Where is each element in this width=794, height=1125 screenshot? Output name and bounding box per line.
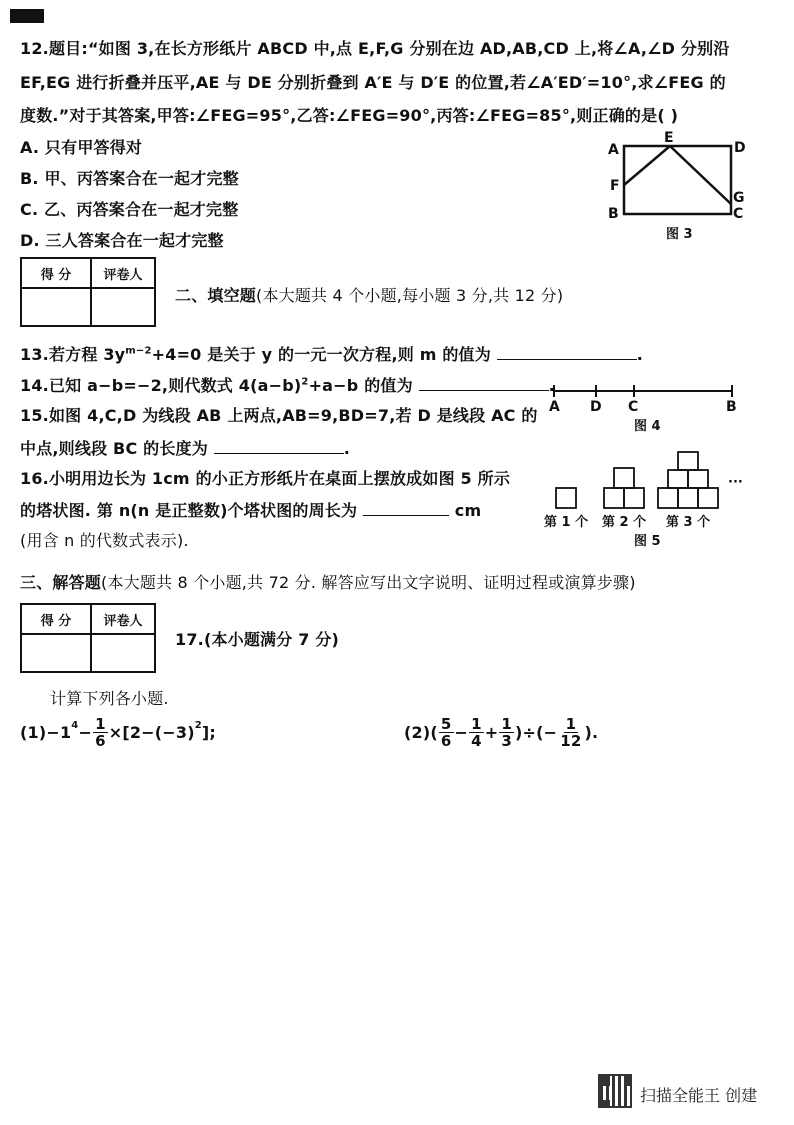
- fig3-label-c: C: [733, 206, 744, 222]
- q14-end: .: [548, 376, 555, 395]
- fig3-label-e: E: [664, 130, 674, 146]
- q17-p2-c: ).: [584, 723, 599, 742]
- q17-part2: [404, 716, 598, 749]
- section-2-title: 二、填空题: [175, 286, 257, 305]
- q17-p2-op1: −: [454, 723, 469, 742]
- header-bar: [10, 9, 44, 23]
- q17-p2-b: )÷(−: [515, 723, 558, 742]
- fig3-label-a: A: [608, 142, 619, 158]
- section-3-title: 三、解答题: [20, 573, 102, 592]
- q12-option-c: C. 乙、丙答案合在一起才完整: [20, 200, 239, 219]
- q15-line2-text: 中点,则线段 BC 的长度为: [20, 439, 208, 458]
- q17-p1-a: (1)−1: [20, 723, 72, 742]
- q17-instruction: 计算下列各小题.: [50, 689, 169, 708]
- section-3-heading: [20, 570, 636, 593]
- q13-sup: m−2: [125, 345, 152, 357]
- q15-line1: 15.如图 4,C,D 为线段 AB 上两点,AB=9,BD=7,若 D 是线段 AC 的: [20, 406, 538, 425]
- q13-pre: 13.若方程 3y: [20, 345, 126, 364]
- q17-p2-frac2: $\frac{1}{4}$: [471, 715, 482, 750]
- fig3-label-d: D: [734, 140, 746, 156]
- score-box-1-grader-cell: [91, 288, 155, 326]
- q17-p1-c-sup: 2: [194, 720, 202, 731]
- q16-line2-text: 的塔状图. 第 n(n 是正整数)个塔状图的周长为: [20, 501, 358, 520]
- fig4-label-a: A: [549, 399, 560, 415]
- q16-line1: 16.小明用边长为 1cm 的小正方形纸片在桌面上摆放成如图 5 所示: [20, 469, 511, 488]
- q14-answer-blank[interactable]: [419, 376, 549, 391]
- q12-line3: 度数.”对于其答案,甲答:∠FEG=95°,乙答:∠FEG=90°,丙答:∠FEG=85°,则正确的是( ): [20, 106, 679, 125]
- q14-sup: 2: [301, 376, 309, 388]
- fig5-ellipsis: ···: [728, 475, 743, 490]
- score-box-2-grader-cell: [91, 634, 155, 672]
- fig3-label-g: G: [733, 190, 745, 206]
- q17-p2-op2: +: [484, 723, 499, 742]
- score-box-1-grader: 评卷人: [91, 258, 155, 288]
- fig3-caption: 图 3: [666, 227, 693, 242]
- q17-p2-frac1: $\frac{5}{6}$: [440, 715, 452, 750]
- q12-option-d: D. 三人答案合在一起才完整: [20, 231, 224, 250]
- score-box-1: [20, 257, 156, 327]
- fig4-label-d: D: [590, 399, 602, 415]
- fig4-label-b: B: [726, 399, 737, 415]
- fig4-caption: 图 4: [634, 419, 661, 434]
- figure-4: [540, 378, 750, 438]
- score-box-2-grader: 评卷人: [91, 604, 155, 634]
- q14: [20, 373, 555, 396]
- q17-title: 17.(本小题满分 7 分): [175, 630, 340, 649]
- q12-line2: EF,EG 进行折叠并压平,AE 与 DE 分别折叠到 A′E 与 D′E 的位置,若∠A′ED′=10°,求∠FEG 的: [20, 73, 726, 92]
- fig3-label-b: B: [608, 206, 619, 222]
- fig5-item-3: 第 3 个: [666, 515, 711, 530]
- q16-line2: [20, 498, 481, 521]
- q13-answer-blank[interactable]: [497, 345, 637, 360]
- fig5-item-2: 第 2 个: [602, 515, 647, 530]
- q17-p2-frac4: $\frac{1}{12}$: [560, 715, 582, 750]
- q15-answer-blank[interactable]: [214, 439, 344, 454]
- section-2-heading: [175, 283, 563, 306]
- score-box-2-label: 得 分: [21, 604, 91, 634]
- q14-pre: 14.已知 a−b=−2,则代数式 4(a−b): [20, 376, 302, 395]
- q17-p1-fraction: $\frac{1}{6}$: [95, 715, 106, 750]
- figure-5: [538, 446, 758, 550]
- q16-answer-blank[interactable]: [363, 501, 449, 516]
- section-3-desc: (本大题共 8 个小题,共 72 分. 解答应写出文字说明、证明过程或演算步骤): [101, 573, 636, 592]
- score-box-2-score-cell: [21, 634, 91, 672]
- q13: [20, 342, 643, 365]
- q17-p1-b: −: [78, 723, 93, 742]
- q17-p1-d: ];: [201, 723, 217, 742]
- qr-code-icon: [598, 1074, 632, 1108]
- figure-3: [600, 128, 760, 243]
- q16-unit: cm: [454, 501, 482, 520]
- score-box-1-score-cell: [21, 288, 91, 326]
- score-box-1-label: 得 分: [21, 258, 91, 288]
- q17-part1: [20, 716, 216, 749]
- q14-post: +a−b 的值为: [308, 376, 413, 395]
- q15-line2: [20, 436, 350, 459]
- section-2-desc: (本大题共 4 个小题,每小题 3 分,共 12 分): [256, 286, 564, 305]
- q17-p2-a: (2)(: [404, 723, 438, 742]
- q17-p1-a-sup: 4: [71, 720, 79, 731]
- watermark-text: 扫描全能王 创建: [640, 1086, 758, 1105]
- fig5-caption: 图 5: [634, 534, 661, 549]
- score-box-2: [20, 603, 156, 673]
- q12-option-b: B. 甲、丙答案合在一起才完整: [20, 169, 239, 188]
- fig4-label-c: C: [628, 399, 639, 415]
- fig5-item-1: 第 1 个: [544, 515, 589, 530]
- q17-p1-c: ×[2−(−3): [108, 723, 195, 742]
- q13-post: +4=0 是关于 y 的一元一次方程,则 m 的值为: [151, 345, 491, 364]
- q17-p2-frac3: $\frac{1}{3}$: [501, 715, 513, 750]
- q15-end: .: [343, 439, 351, 458]
- q12-line1: 12.题目:“如图 3,在长方形纸片 ABCD 中,点 E,F,G 分别在边 AD,AB,CD 上,将∠A,∠D 分别沿: [20, 39, 730, 58]
- q13-end: .: [636, 345, 644, 364]
- q16-line3: (用含 n 的代数式表示).: [20, 531, 189, 550]
- fig3-label-f: F: [610, 178, 620, 194]
- q12-option-a: A. 只有甲答得对: [20, 138, 143, 157]
